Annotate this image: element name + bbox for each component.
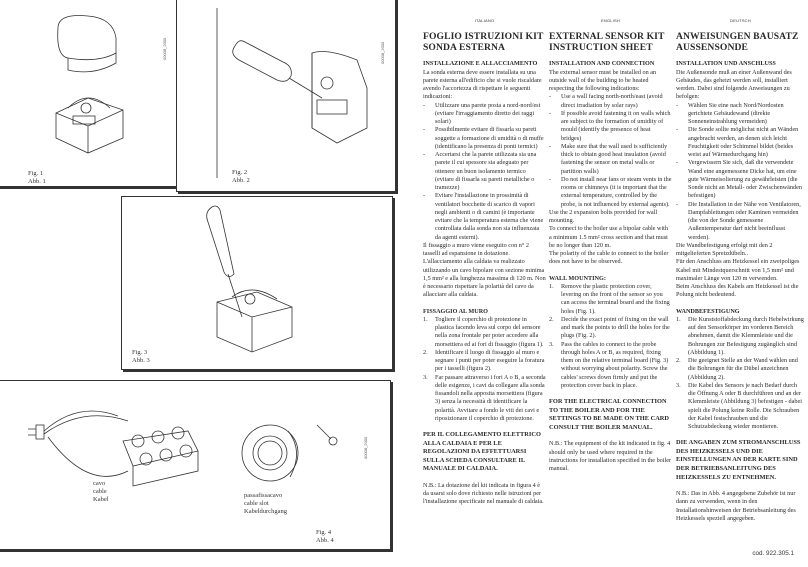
list-item <box>676 357 805 382</box>
list-item <box>676 102 805 127</box>
spacer <box>423 300 546 308</box>
section-title: FOGLIO ISTRUZIONI KIT SONDA ESTERNA <box>423 31 544 54</box>
cable-label-en: cable <box>93 488 107 495</box>
list-item <box>549 110 672 143</box>
figure-label-it: Fig. 2 <box>232 169 248 176</box>
figure-code: 00008_2000 <box>363 436 368 459</box>
step-number: 3. <box>423 373 428 381</box>
section-heading: INSTALLATION UND ANSCHLUSS <box>676 60 776 68</box>
paragraph: Beim Anschluss des Kabels am Heizkessel ist die Polung nicht bedeutend. <box>676 283 799 299</box>
paragraph: L'allacciamento alla caldaia va realizzato utilizzando un cavo bipolare con sezione minima 1,5 mm² e alla lunghezza massima di 120 m. Non è necessario rispettare la polarità del cavo da allacciare alla caldaia. <box>423 258 546 299</box>
section-title: ANWEISUNGEN BAUSATZ AUSSENSONDE <box>676 31 799 54</box>
list-item-text: Evitare l'installazione in prossimità di ventilatori bocchette di scarico di vapori negli ambienti o di camini (è importante evitare che la temperatura esterna che viene controllata dalla sonda non sia influenzata da agenti esterni). <box>435 192 544 241</box>
paragraph: Use the 2 expansion bolts provided for wall mounting. <box>549 208 658 224</box>
language-label: DEUTSCH <box>730 18 751 23</box>
paragraph: La sonda esterna deve essere installata su una parete esterna all'edificio che si vuole riscaldare avendo l'accortezza di rispettare le seguenti indicazioni: <box>423 68 542 101</box>
list-item-text: Utilizzare una parete posta a nord-nord/est (evitare l'irraggiamento diretto dei raggi solari) <box>435 101 541 125</box>
sensor-cover-illustration <box>38 8 138 168</box>
list-item-text: Identificare il luogo di fissaggio al muro e segnare i punti per poter eseguire la foratura per i tasselli (figura 2). <box>435 348 545 373</box>
bullet-dash: - <box>423 151 426 158</box>
list-item <box>676 201 805 242</box>
list-item <box>423 349 546 374</box>
spacer <box>549 267 672 275</box>
list-item <box>423 316 546 349</box>
list-item-text: Make sure that the wall used is sufficiently thick to obtain good heat insulation (avoid fastening the sensor on metal walls or partition walls) <box>561 142 668 175</box>
list-item-text: Die geeignet Stelle an der Wand wählen und die Bohrungen für die Dübel anzeichnen (Abbildung 2). <box>688 357 798 381</box>
bullet-dash: - <box>549 109 552 117</box>
figure-4-box <box>0 380 391 550</box>
paragraph: N.B.: Das in Abb. 4 angegebene Zubehör ist nur dann zu verwenden, wenn in den Installationshinweisen der Betriebsanleitung des Heizkessels speziell angegeben. <box>676 490 796 522</box>
list-item-text: Pass the cables to connect to the probe through holes A or B, as required, fixing them on the relative terminal board (Fig. 3) without worrying about polarity. Screw the cables' screws down firmly and put the protection cover back in place. <box>561 340 669 389</box>
list-item <box>549 93 672 110</box>
list-item-text: Possibilmente evitare di fissarla su pareti soggette a formazione di umidità o di muffe (identificano la presenza di ponti termici) <box>435 126 544 150</box>
list-item-text: Die Kunststoffabdeckung durch Hebelwirkung auf den Sensorkörper im vorderen Bereich abnehmen, damit die Klemmleiste und die Bohrungen zur Befestigung zugänglich sind (Abbildung 1). <box>688 315 804 356</box>
bullet-dash: - <box>676 101 679 109</box>
list-item-text: Do not install near fans or steam vents in the rooms or chimneys (it is important that the external temperature, controlled by the probe, is not influenced by external agents). <box>561 175 672 208</box>
cable-label-it: cavo <box>93 480 106 487</box>
figure-2-label <box>232 169 250 185</box>
figure-2-box <box>176 0 396 192</box>
bullet-dash: - <box>423 192 426 200</box>
column-english <box>549 17 672 473</box>
numbered-steps <box>549 283 672 390</box>
bullet-dash: - <box>549 142 552 150</box>
language-label: ITALIANO <box>474 18 495 23</box>
screwdriver-terminal-illustration <box>182 202 312 362</box>
numbered-steps <box>676 316 805 432</box>
bullet-list <box>423 102 546 242</box>
paragraph: Il fissaggio a muro viene eseguito con n° 2 tasselli ad espansione in dotazione. <box>423 241 529 257</box>
section-heading: WALL MOUNTING: <box>549 274 606 282</box>
list-item <box>549 143 672 176</box>
list-item-text: Decide the exact point of fixing on the wall and mark the points to drill the holes for the plugs (Fig. 2). <box>561 315 670 340</box>
step-number: 2. <box>549 315 554 323</box>
section-heading: INSTALLATION AND CONNECTION <box>549 60 655 68</box>
cable-label-de: Kabel <box>93 496 109 503</box>
cable-slot-label <box>244 492 287 516</box>
cable-slot-label-de: Kabeldurchgang <box>244 508 287 515</box>
figure-code: 00008_2000 <box>162 37 167 60</box>
boiler-manual-notice: DIE ANGABEN ZUM STROMANSCHLUSS DES HEIZKESSELS UND DIE EINSTELLUNGEN AN DER KARTE SIND DER BETRIEBSANLEITUNG DES HEIZKESSELS ZU ENTNEHMEN. <box>676 439 801 481</box>
figure-label-it: Fig. 4 <box>316 529 332 536</box>
step-number: 1. <box>676 315 681 323</box>
paragraph: Die Außensonde muß an einer Außenwand des Gebäudes, das geheizt werden soll, installiert werden. Dabei sind folgende Anweisungen zu befolgen: <box>676 68 792 101</box>
figure-1-box <box>0 0 178 187</box>
cable-slot-grommet-illustration <box>238 421 308 491</box>
wall-mount-drill-illustration <box>217 8 387 178</box>
list-item <box>549 341 672 391</box>
cable-slot-label-en: cable slot <box>244 500 269 507</box>
list-item <box>676 126 805 159</box>
paragraph: Die Wandbefestigung erfolgt mit den 2 mitgelieferten Spreizdübeln.. <box>676 241 773 257</box>
figure-label-de: Abb. 2 <box>232 177 250 184</box>
figure-label-de: Abb. 4 <box>316 537 334 544</box>
list-item-text: Togliere il coperchio di protezione in plastica facendo leva sul corpo del sensore nella zona frontale per poter accedere alla morsettiera ed ai fori di fissaggio (figura 1). <box>435 315 544 348</box>
list-item <box>423 126 546 151</box>
bullet-dash: - <box>676 126 679 134</box>
column-italian <box>423 17 546 507</box>
bullet-dash: - <box>423 126 426 134</box>
list-item-text: If possible avoid fastening it on walls which are subject to the formation of umidity of mould (identify the presence of heat bridges) <box>561 109 671 142</box>
cable-label <box>93 480 109 504</box>
paragraph: To connect to the boiler use a bipolar cable with a minimum 1.5 mm² cross section and that must be no longer than 120 m. <box>549 225 668 249</box>
bullet-dash: - <box>676 159 679 167</box>
column-german <box>676 17 805 523</box>
list-item-text: Accertarsi che la parete utilizzata sia una parete il cui spessore sia adeguato per ottenere un buon isolamento termico (evitare di fissarla su pareti metalliche o tramezze) <box>435 151 537 191</box>
figure-1-label <box>28 170 46 186</box>
list-item-text: Remove the plastic protection cover, levering on the front of the sensor so you can access the terminal board and the fixing holes (Fig. 1). <box>561 282 670 315</box>
section-heading: FISSAGGIO AL MURO <box>423 307 488 315</box>
step-number: 2. <box>423 348 428 356</box>
list-item <box>676 159 805 200</box>
list-item-text: Die Sonde sollte möglichst nicht an Wänden angebracht werden, an denen sich leicht Feuchtigkeit oder Schimmel bildet (beides weist auf Wärmedurchgang hin) <box>688 126 799 158</box>
paragraph: Für den Anschluss am Heizkessel ein zweipoliges Kabel mit Mindestquerschnitt von 1,5 mm² und maximaler Länge von 120 m verwenden. <box>676 258 800 282</box>
screw-illustration <box>313 421 343 451</box>
bullet-dash: - <box>423 101 426 109</box>
figure-3-label <box>132 349 150 365</box>
figure-4-label <box>316 529 334 545</box>
list-item-text: Die Installation in der Nähe von Ventilatoren, Dampfableitungen oder Kaminen vermeiden (die von der Sonde gemessene Außentemperatur darf nicht beeinflusst werden). <box>688 200 801 241</box>
figure-label-de: Abb. 1 <box>28 178 46 185</box>
bullet-dash: - <box>549 175 552 183</box>
list-item <box>676 316 805 357</box>
language-label: ENGLISH <box>601 18 620 23</box>
paragraph: The polarity of the cable to connect to the boiler does not have to be observed. <box>549 250 669 266</box>
paragraph: The external sensor must be installed on an outside wall of the building to be heated respecting the following indications: <box>549 68 657 92</box>
figure-code: 00008_2000 <box>380 41 385 64</box>
list-item <box>423 192 546 242</box>
step-number: 3. <box>676 381 681 389</box>
boiler-manual-notice: FOR THE ELECTRICAL CONNECTION TO THE BOILER AND FOR THE SETTINGS TO BE MADE ON THE CARD CONSULT THE BOILER MANUAL. <box>549 398 670 431</box>
list-item-text: Vergewissern Sie sich, daß die verwendete Wand eine angemessene Dicke hat, um eine gute Wärmeisolierung zu gewährleisten (die Sonde nicht an Metall- oder Zwischenwänden befestigen) <box>688 159 802 200</box>
boiler-manual-notice: PER IL COLLEGAMENTO ELETTRICO ALLA CALDAIA E PER LE REGOLAZIONI DA EFFETTUARSI SULLA SCHEDA CONSULTARE IL MANUALE DI CALDAIA. <box>423 431 541 473</box>
numbered-steps <box>423 316 546 423</box>
section-heading: WANDBEFESTIGUNG <box>676 307 740 315</box>
figure-label-it: Fig. 1 <box>28 170 44 177</box>
list-item-text: Wählen Sie eine nach Nord/Nordosten gerichtete Gebäudewand (direkte Sonneneinstrahlung vermeiden) <box>688 101 784 125</box>
list-item-text: Far passare attraverso i fori A o B, a seconda delle esigenze, i cavi da collegare alla sonda fissandoli nella apposita morsettiera (figura 3) senza la necessità di identificare la polarità. Avvitare a fondo le viti dei cavi e riposizionare il coperchio di protezione. <box>435 373 546 422</box>
cable-slot-label-it: passafissacavo <box>244 492 283 499</box>
list-item <box>423 151 546 192</box>
paragraph: N.B.: The equipment of the kit indicated in fig. 4 should only be used where required in the instructions for installation specified in the boiler manual. <box>549 440 672 473</box>
figure-label-de: Abb. 3 <box>132 357 150 364</box>
document-code: cod. 922.305.1 <box>752 550 794 557</box>
step-number: 3. <box>549 340 554 348</box>
bullet-list <box>549 93 672 209</box>
bullet-dash: - <box>676 200 679 208</box>
section-title: EXTERNAL SENSOR KIT INSTRUCTION SHEET <box>549 31 665 54</box>
paragraph: N.B.: La dotazione del kit indicata in figura 4 è da usarsi solo dove richiesto nelle istruzioni per l'installazione specificate nel manuale di caldaia. <box>423 481 544 506</box>
figure-label-it: Fig. 3 <box>132 349 148 356</box>
cable-terminal-illustration <box>28 401 198 501</box>
spacer <box>676 300 805 308</box>
list-item-text: Die Kabel des Sensors je nach Bedarf durch die Öffnung A oder B durchführen und an der Klemmleiste (Abbildung 3) befestigen - dabei spielt die Polung keine Rolle. Die Schrauben der Kabel festschrauben und die Schutzabdeckung wieder montieren. <box>688 381 802 430</box>
step-number: 1. <box>549 282 554 290</box>
list-item <box>549 316 672 341</box>
list-item <box>549 176 672 209</box>
step-number: 2. <box>676 357 681 364</box>
figure-3-box <box>121 196 393 370</box>
section-heading: INSTALLAZIONE E ALLACCIAMENTO <box>423 60 538 68</box>
list-item <box>549 283 672 316</box>
list-item-text: Use a wall facing north-north/east (avoid direct irradiation by solar rays) <box>561 93 663 109</box>
list-item <box>423 102 546 127</box>
list-item <box>423 374 546 424</box>
bullet-list <box>676 102 805 242</box>
bullet-dash: - <box>549 93 552 101</box>
step-number: 1. <box>423 315 428 323</box>
list-item <box>676 382 805 432</box>
